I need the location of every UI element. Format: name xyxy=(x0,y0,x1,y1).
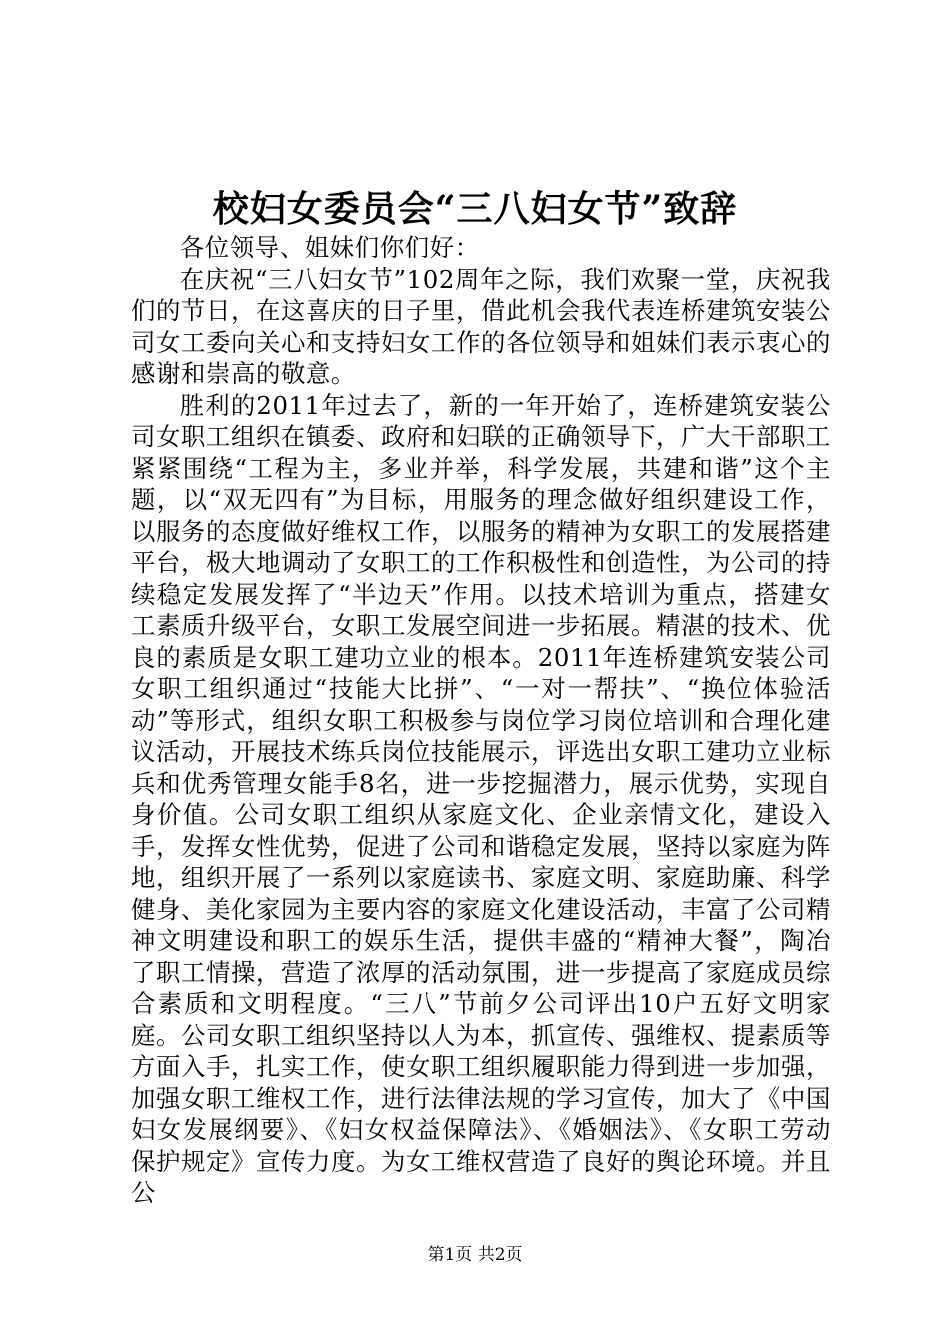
greeting-paragraph: 各位领导、姐妹们你们好： xyxy=(179,233,480,262)
document-title: 校妇女委员会“三八妇女节”致辞 xyxy=(212,188,738,230)
body-paragraph: 胜利的2011年过去了，新的一年开始了，连桥建筑安装公司女职工组织在镇委、政府和妇联的正确领导下，广大干部职工紧紧围绕“工程为主，多业并举，科学发展，共建和谐”这个主题，以“双无四有”为目标，用服务的理念做好组织建设工作，以服务的态度做好维权工作，以服务的精神为女职工的发展搭建平台，极大地调动了女职工的工作积极性和创造性，为公司的持续稳定发展发挥了“半边天”作用。以技术培训为重点，搭建女工素质升级平台，女职工发展空间进一步拓展。精湛的技术、优良的素质是女职工建功立业的根本。2011年连桥建筑安装公司女职工组织通过“技能大比拼”、“一对一帮扶”、“换位体验活动”等形式，组织女职工积极参与岗位学习岗位培训和合理化建议活动，开展技术练兵岗位技能展示，评选出女职工建功立业标兵和优秀管理女能手8名，进一步挖掘潜力，展示优势，实现自身价值。公司女职工组织从家庭文化、企业亲情文化，建设入手，发挥女性优势，促进了公司和谐稳定发展，坚持以家庭为阵地，组织开展了一系列以家庭读书、家庭文明、家庭助廉、科学健身、美化家园为主要内容的家庭文化建设活动，丰富了公司精神文明建设和职工的娱乐生活，提供丰盛的“精神大餐”，陶冶了职工情操，营造了浓厚的活动氛围，进一步提高了家庭成员综合素质和文明程度。“三八”节前夕公司评出10户五好文明家庭。公司女职工组织坚持以人为本，抓宣传、强维权、提素质等方面入手，扎实工作，使女职工组织履职能力得到进一步加强，加强女职工维权工作，进行法律法规的学习宣传，加大了《中国妇女发展纲要》、《妇女权益保障法》、《婚姻法》、《女职工劳动保护规定》宣传力度。为女工维权营造了良好的舆论环境。并且公 xyxy=(131,390,831,1207)
body-paragraph: 在庆祝“三八妇女节”102周年之际，我们欢聚一堂，庆祝我们的节日，在这喜庆的日子里，借此机会我代表连桥建筑安装公司女工委向关心和支持妇女工作的各位领导和姐妹们表示衷心的感谢和崇高的敬意。 xyxy=(131,264,831,388)
document-body xyxy=(131,232,831,1209)
page-footer: 第1页 共2页 xyxy=(427,1245,523,1265)
